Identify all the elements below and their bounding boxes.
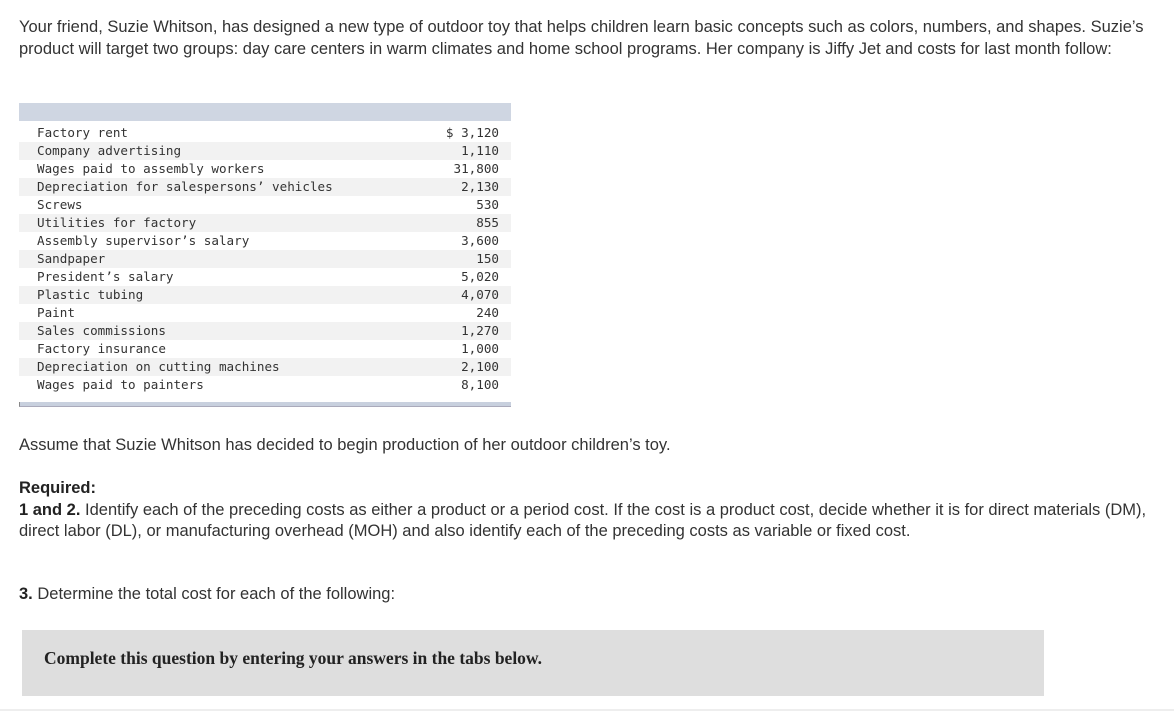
cost-row xyxy=(19,376,511,394)
problem-intro: Your friend, Suzie Whitson, has designed a new type of outdoor toy that helps children learn basic concepts such as colors, numbers, and shapes. Suzie’s product will target two groups: day care centers in warm climates and home school programs. Her company is Jiffy Jet and costs for last month follow: xyxy=(19,18,1144,58)
question-1-2-text: Identify each of the preceding costs as either a product or a period cost. If the cost is a product cost, decide whether it is for direct materials (DM), direct labor (DL), or manufacturing overhead (MOH) and also identify each of the preceding costs as variable or fixed cost. xyxy=(19,500,1147,540)
cost-table-header xyxy=(19,103,511,121)
cost-row xyxy=(19,322,511,340)
question-3-number: 3. xyxy=(19,585,33,603)
cost-row xyxy=(19,232,511,250)
cost-label: Wages paid to painters xyxy=(37,377,204,392)
cost-row xyxy=(19,304,511,322)
cost-label: President’s salary xyxy=(37,269,174,284)
divider xyxy=(0,709,1174,711)
cost-row xyxy=(19,160,511,178)
cost-amount: 1,110 xyxy=(461,143,499,158)
cost-amount: 1,270 xyxy=(461,323,499,338)
cost-amount: $ 3,120 xyxy=(445,125,499,140)
cost-row xyxy=(19,358,511,376)
cost-amount: 240 xyxy=(476,305,499,320)
instructions-banner xyxy=(22,630,1044,696)
cost-label: Utilities for factory xyxy=(37,215,197,230)
cost-amount: 4,070 xyxy=(461,287,499,302)
question-3-text: Determine the total cost for each of the following: xyxy=(32,585,396,603)
question-1-2-number: 1 and 2. xyxy=(19,500,81,519)
cost-row xyxy=(19,250,511,268)
assumption-text: Assume that Suzie Whitson has decided to begin production of her outdoor children’s toy. xyxy=(19,436,671,454)
cost-label: Factory insurance xyxy=(37,341,166,356)
cost-label: Depreciation for salespersons’ vehicles xyxy=(37,179,333,194)
cost-amount: 5,020 xyxy=(461,269,499,284)
cost-label: Paint xyxy=(37,305,75,320)
cost-table-rows xyxy=(19,121,511,394)
cost-label: Screws xyxy=(37,197,83,212)
required-heading: Required: xyxy=(19,479,97,497)
cost-amount: 855 xyxy=(476,215,499,230)
cost-amount: 2,100 xyxy=(461,359,499,374)
cost-amount: 8,100 xyxy=(461,377,499,392)
cost-amount: 2,130 xyxy=(461,179,499,194)
cost-amount: 1,000 xyxy=(461,341,499,356)
cost-label: Assembly supervisor’s salary xyxy=(37,233,250,248)
cost-row xyxy=(19,124,511,142)
cost-label: Sandpaper xyxy=(37,251,106,266)
cost-row xyxy=(19,196,511,214)
cost-row xyxy=(19,340,511,358)
cost-label: Company advertising xyxy=(37,143,182,158)
cost-row xyxy=(19,142,511,160)
cost-label: Sales commissions xyxy=(37,323,166,338)
cost-row xyxy=(19,214,511,232)
cost-row xyxy=(19,286,511,304)
cost-table xyxy=(19,103,511,407)
cost-amount: 150 xyxy=(476,251,499,266)
cost-label: Factory rent xyxy=(37,125,128,140)
cost-row xyxy=(19,268,511,286)
cost-label: Depreciation on cutting machines xyxy=(37,359,280,374)
cost-amount: 530 xyxy=(476,197,499,212)
cost-amount: 31,800 xyxy=(453,161,499,176)
cost-row xyxy=(19,178,511,196)
instructions-banner-text: Complete this question by entering your answers in the tabs below. xyxy=(44,648,542,668)
required-section xyxy=(19,478,1154,543)
cost-table-footer xyxy=(19,402,511,407)
question-3 xyxy=(19,584,395,605)
cost-label: Wages paid to assembly workers xyxy=(37,161,265,176)
cost-label: Plastic tubing xyxy=(37,287,144,302)
cost-amount: 3,600 xyxy=(461,233,499,248)
